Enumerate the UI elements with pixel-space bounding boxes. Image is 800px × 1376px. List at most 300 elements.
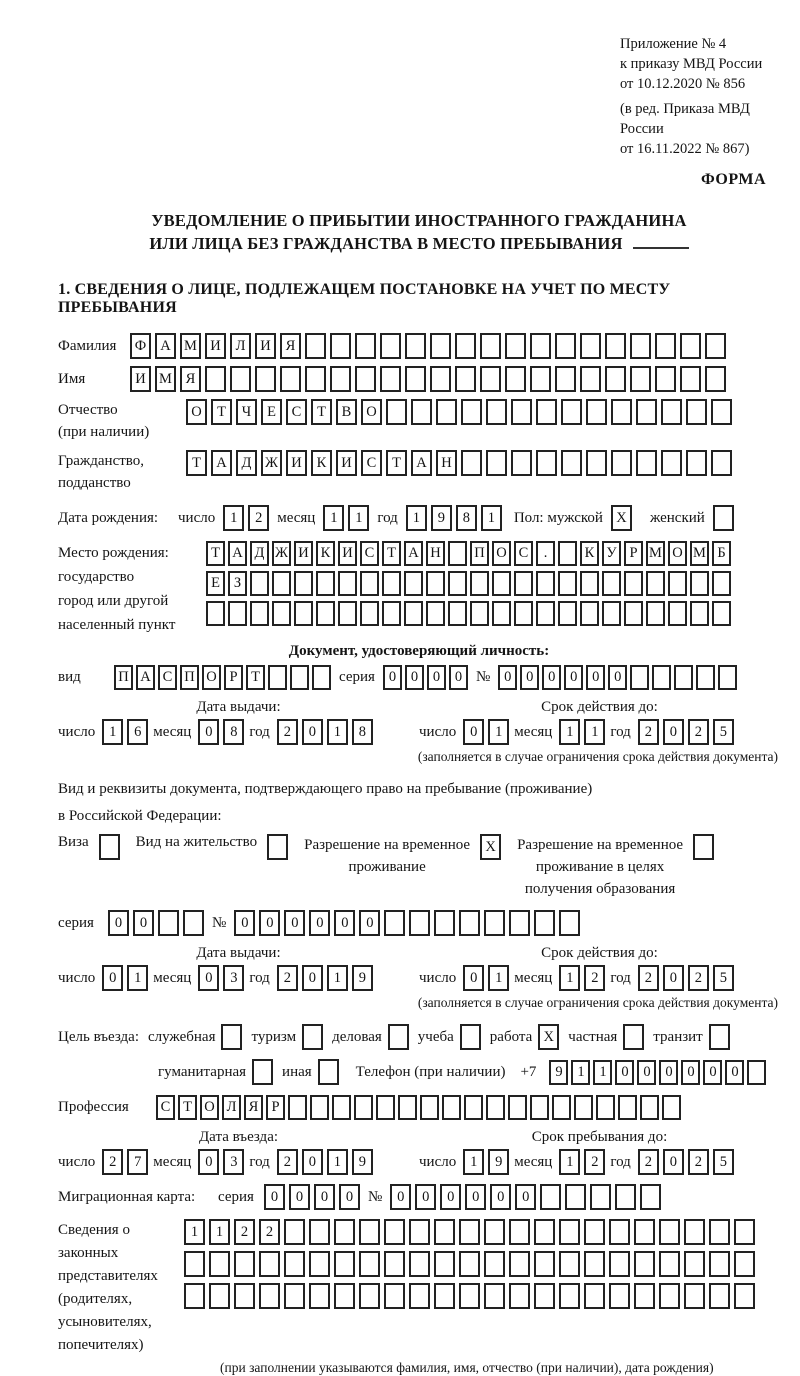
char-box [584,1283,605,1309]
char-box [382,571,401,596]
char-box [355,333,376,359]
char-box [436,399,457,425]
char-box [530,366,551,392]
char-box: 0 [383,665,402,690]
char-box [486,1095,505,1120]
char-box: Ч [236,399,257,425]
number-word: № [367,1188,383,1205]
char-box [615,1184,636,1210]
char-box [559,910,580,936]
stay-day [463,1149,509,1175]
char-box: К [311,450,332,476]
char-box: 0 [427,665,446,690]
char-box: 1 [488,965,509,991]
doc-valid-date: число 0 1 месяц 1 1 год 2 0 2 5 [419,719,780,745]
char-box [448,601,467,626]
char-box: 0 [564,665,583,690]
char-box: 0 [463,965,484,991]
phone-cells [549,1060,766,1085]
purpose-official-checkbox [221,1024,242,1050]
doc-series-cells [383,665,468,690]
char-box [561,450,582,476]
char-box: 0 [663,719,684,745]
char-box: 7 [127,1149,148,1175]
char-box [305,333,326,359]
char-box [480,366,501,392]
char-box [455,333,476,359]
char-box: М [155,366,176,392]
char-box [338,571,357,596]
forma-label: ФОРМА [700,171,766,188]
char-box [228,601,247,626]
firstname-cells [130,366,726,392]
entry-day [102,1149,148,1175]
char-box: В [336,399,357,425]
char-box: 8 [352,719,373,745]
char-box: 9 [352,1149,373,1175]
char-box [690,571,709,596]
doc-valid-month [559,719,605,745]
char-box: 0 [334,910,355,936]
char-box: 0 [390,1184,411,1210]
birthplace-row [58,541,780,637]
char-box [580,366,601,392]
char-box [312,665,331,690]
char-box: О [186,399,207,425]
char-box [711,450,732,476]
char-box [284,1219,305,1245]
char-box [310,1095,329,1120]
char-box [209,1251,230,1277]
char-box [280,366,301,392]
char-box [434,1251,455,1277]
char-box: 3 [223,965,244,991]
char-box [484,1283,505,1309]
char-box [580,333,601,359]
char-box [380,333,401,359]
char-box: 2 [688,1149,709,1175]
char-box: . [536,541,555,566]
char-box: 2 [277,965,298,991]
char-box [409,1219,430,1245]
appendix-line: Приложение № 4 [620,36,727,52]
char-box: М [690,541,709,566]
char-box [511,399,532,425]
char-box [252,1059,273,1085]
citizenship-row [58,450,780,494]
char-box [505,333,526,359]
char-box: 2 [277,1149,298,1175]
char-box: 1 [102,719,123,745]
char-box [461,450,482,476]
char-box: С [361,450,382,476]
char-box: 0 [463,719,484,745]
char-box [484,1219,505,1245]
char-box: И [286,450,307,476]
char-box: 0 [490,1184,511,1210]
purpose-option-work: работа X [490,1024,560,1050]
char-box [609,1283,630,1309]
revision-line: (в ред. Приказа МВД России [620,101,750,137]
form-title-line1: УВЕДОМЛЕНИЕ О ПРИБЫТИИ ИНОСТРАННОГО ГРАЖДАНИНА [151,211,687,230]
char-box [508,1095,527,1120]
valid-until-header: Срок действия до: [541,699,658,715]
char-box [559,1251,580,1277]
char-box [559,1219,580,1245]
char-box: 1 [327,965,348,991]
char-box: 0 [302,965,323,991]
doc-kind-label: вид [58,669,81,685]
residence-date-headers [58,945,780,962]
char-box [646,571,665,596]
char-box: О [361,399,382,425]
char-box [534,910,555,936]
char-box [250,571,269,596]
char-box [486,450,507,476]
char-box: К [316,541,335,566]
char-box: 0 [359,910,380,936]
char-box [505,366,526,392]
char-box: 1 [348,505,369,531]
char-box [605,333,626,359]
stay-month [559,1149,605,1175]
char-box [709,1219,730,1245]
char-box [384,1219,405,1245]
birthdate-year-cells [406,505,502,531]
char-box [305,366,326,392]
char-box [206,601,225,626]
char-box: О [492,541,511,566]
birthdate-label: Дата рождения: [58,509,159,526]
char-box: Я [280,333,301,359]
char-box [464,1095,483,1120]
char-box [459,1251,480,1277]
migration-card-row [58,1184,780,1210]
entry-date-header: Дата въезда: [198,1129,279,1145]
char-box [652,665,671,690]
char-box [674,665,693,690]
char-box [661,450,682,476]
char-box: 0 [586,665,605,690]
char-box: 1 [209,1219,230,1245]
char-box: 0 [102,965,123,991]
char-box: 0 [440,1184,461,1210]
char-box [680,366,701,392]
char-box: 9 [549,1060,568,1085]
char-box [711,399,732,425]
char-box [696,665,715,690]
doc-date-row [58,719,780,745]
char-box [442,1095,461,1120]
residence-doc-paragraph: Вид и реквизиты документа, подтверждающего право на пребывание (проживание) в Российской Федерации: [58,781,593,824]
char-box: 1 [481,505,502,531]
char-box: А [136,665,155,690]
char-box: 0 [608,665,627,690]
char-box [668,571,687,596]
residence-permit-option [136,834,288,860]
char-box [309,1251,330,1277]
char-box: С [360,541,379,566]
char-box [640,1095,659,1120]
validity-note: (заполняется в случае ограничения срока действия документа) [417,749,778,764]
char-box: Л [222,1095,241,1120]
char-box: 0 [259,910,280,936]
residence-valid-month [559,965,605,991]
char-box [684,1251,705,1277]
char-box: 0 [133,910,154,936]
char-box [623,1024,644,1050]
visa-checkbox [99,834,120,860]
char-box: 0 [284,910,305,936]
char-box: Б [712,541,731,566]
doc-number-cells [498,665,737,690]
char-box: 0 [449,665,468,690]
char-box [709,1251,730,1277]
char-box [609,1251,630,1277]
residence-issue-year [277,965,373,991]
char-box [636,399,657,425]
char-box: 0 [264,1184,285,1210]
entry-year [277,1149,373,1175]
char-box [426,601,445,626]
char-box [205,366,226,392]
revision-line: от 16.11.2022 № 867) [620,141,750,157]
char-box [386,399,407,425]
char-box [411,399,432,425]
number-word: № [212,914,227,931]
char-box: Н [436,450,457,476]
blank-underline [633,234,689,249]
char-box: 0 [542,665,561,690]
char-box: 2 [638,719,659,745]
char-box [590,1184,611,1210]
series-word: серия [58,914,94,931]
char-box: 1 [559,1149,580,1175]
char-box [384,1283,405,1309]
char-box [580,601,599,626]
char-box [434,910,455,936]
char-box [555,366,576,392]
char-box [634,1251,655,1277]
char-box: Т [386,450,407,476]
char-box [404,601,423,626]
visa-option [58,834,120,860]
char-box: О [202,665,221,690]
char-box [272,571,291,596]
char-box: С [514,541,533,566]
char-box: 8 [223,719,244,745]
char-box [460,1024,481,1050]
char-box: 0 [309,910,330,936]
char-box [734,1219,755,1245]
identity-doc-heading: Документ, удостоверяющий личность: [288,643,550,659]
birthdate-row [58,505,780,531]
char-box: И [205,333,226,359]
char-box: 0 [659,1060,678,1085]
char-box [536,450,557,476]
stay-year [638,1149,734,1175]
char-box: 2 [638,1149,659,1175]
char-box: З [228,571,247,596]
char-box: 1 [406,505,427,531]
issue-date-header: Дата выдачи: [196,945,281,961]
char-box [294,601,313,626]
char-box [267,834,288,860]
birthplace-cells-row1 [206,541,731,566]
char-box: С [158,665,177,690]
char-box: Д [250,541,269,566]
char-box [234,1251,255,1277]
char-box: 0 [465,1184,486,1210]
char-box: 0 [198,719,219,745]
char-box [718,665,737,690]
char-box [659,1219,680,1245]
char-box: 0 [234,910,255,936]
char-box [536,571,555,596]
profession-row [58,1095,780,1120]
char-box [530,1095,549,1120]
char-box [470,601,489,626]
purpose-option-other: иная [282,1059,339,1085]
char-box [461,399,482,425]
char-box: И [130,366,151,392]
entry-purpose-row2 [158,1059,780,1085]
purpose-transit-checkbox [709,1024,730,1050]
char-box: 2 [259,1219,280,1245]
char-box: X [611,505,632,531]
char-box [184,1283,205,1309]
series-word: серия [339,669,375,685]
char-box [602,601,621,626]
char-box [448,541,467,566]
doc-valid-year [638,719,734,745]
appendix-block [620,34,780,159]
char-box [360,571,379,596]
char-box: 2 [584,1149,605,1175]
char-box [668,601,687,626]
char-box [459,1219,480,1245]
char-box: Т [246,665,265,690]
birthplace-cells-row3 [206,601,731,626]
number-word: № [475,669,491,685]
char-box: 9 [352,965,373,991]
doc-issue-month [198,719,244,745]
char-box [448,571,467,596]
residence-valid-day [463,965,509,991]
char-box [484,1251,505,1277]
char-box [636,450,657,476]
sex-male-label: Пол: мужской [513,509,603,526]
valid-until-header: Срок действия до: [541,945,658,961]
residence-valid-year [638,965,734,991]
char-box [158,910,179,936]
char-box [250,601,269,626]
char-box [360,601,379,626]
char-box [484,910,505,936]
entry-date-row [58,1149,780,1175]
char-box [558,571,577,596]
entry-purpose-label: Цель въезда: [58,1028,139,1045]
char-box: 1 [327,719,348,745]
char-box [684,1283,705,1309]
char-box [534,1283,555,1309]
residence-doc-checkboxes [58,834,780,900]
purpose-option-official: служебная [148,1024,243,1050]
char-box: Т [382,541,401,566]
char-box [404,571,423,596]
char-box [272,601,291,626]
char-box: П [180,665,199,690]
section1-heading: 1. СВЕДЕНИЯ О ЛИЦЕ, ПОДЛЕЖАЩЕМ ПОСТАНОВКЕ НА УЧЕТ ПО МЕСТУ ПРЕБЫВАНИЯ [58,281,671,316]
residence-date-row [58,965,780,991]
doc-issue-date: число 1 6 месяц 0 8 год 2 0 1 8 [58,719,419,745]
temp-residence-label: Разрешение на временное проживание [304,837,471,875]
char-box [99,834,120,860]
char-box [630,366,651,392]
char-box: О [668,541,687,566]
char-box [661,399,682,425]
char-box [605,366,626,392]
representatives-cells-row1 [184,1219,755,1245]
char-box [558,601,577,626]
char-box [584,1219,605,1245]
char-box [426,571,445,596]
char-box [255,366,276,392]
char-box: А [411,450,432,476]
char-box: 1 [323,505,344,531]
patronymic-label: Отчество (при наличии) [58,402,150,440]
purpose-option-transit: транзит [653,1024,729,1050]
char-box [359,1251,380,1277]
char-box [409,1283,430,1309]
char-box [359,1219,380,1245]
validity-note: (заполняется в случае ограничения срока действия документа) [417,995,778,1010]
form-title [58,209,780,255]
char-box [409,1251,430,1277]
char-box: Т [206,541,225,566]
year-word: год [377,509,398,526]
char-box: У [602,541,621,566]
patronymic-row [58,399,780,443]
surname-cells [130,333,726,359]
char-box [536,601,555,626]
char-box: 0 [198,1149,219,1175]
appendix-line: к приказу МВД России [620,56,763,72]
purpose-option-business: деловая [332,1024,409,1050]
char-box [284,1251,305,1277]
char-box: 0 [515,1184,536,1210]
representatives-cells-row2 [184,1251,755,1277]
char-box [420,1095,439,1120]
char-box [580,571,599,596]
char-box: Д [236,450,257,476]
char-box [330,333,351,359]
temp-residence-checkbox [480,834,501,860]
citizenship-cells [186,450,732,476]
char-box [316,571,335,596]
entry-date-headers [58,1129,780,1146]
char-box: 0 [520,665,539,690]
char-box [709,1283,730,1309]
char-box: 0 [108,910,129,936]
appendix-line: от 10.12.2020 № 856 [620,76,746,92]
char-box [686,399,707,425]
birthdate-month-cells [323,505,369,531]
char-box [514,601,533,626]
char-box: А [155,333,176,359]
representatives-label: Сведения о законных представителях (родителях, усыновителях, попечителях) [58,1222,158,1353]
char-box [634,1219,655,1245]
